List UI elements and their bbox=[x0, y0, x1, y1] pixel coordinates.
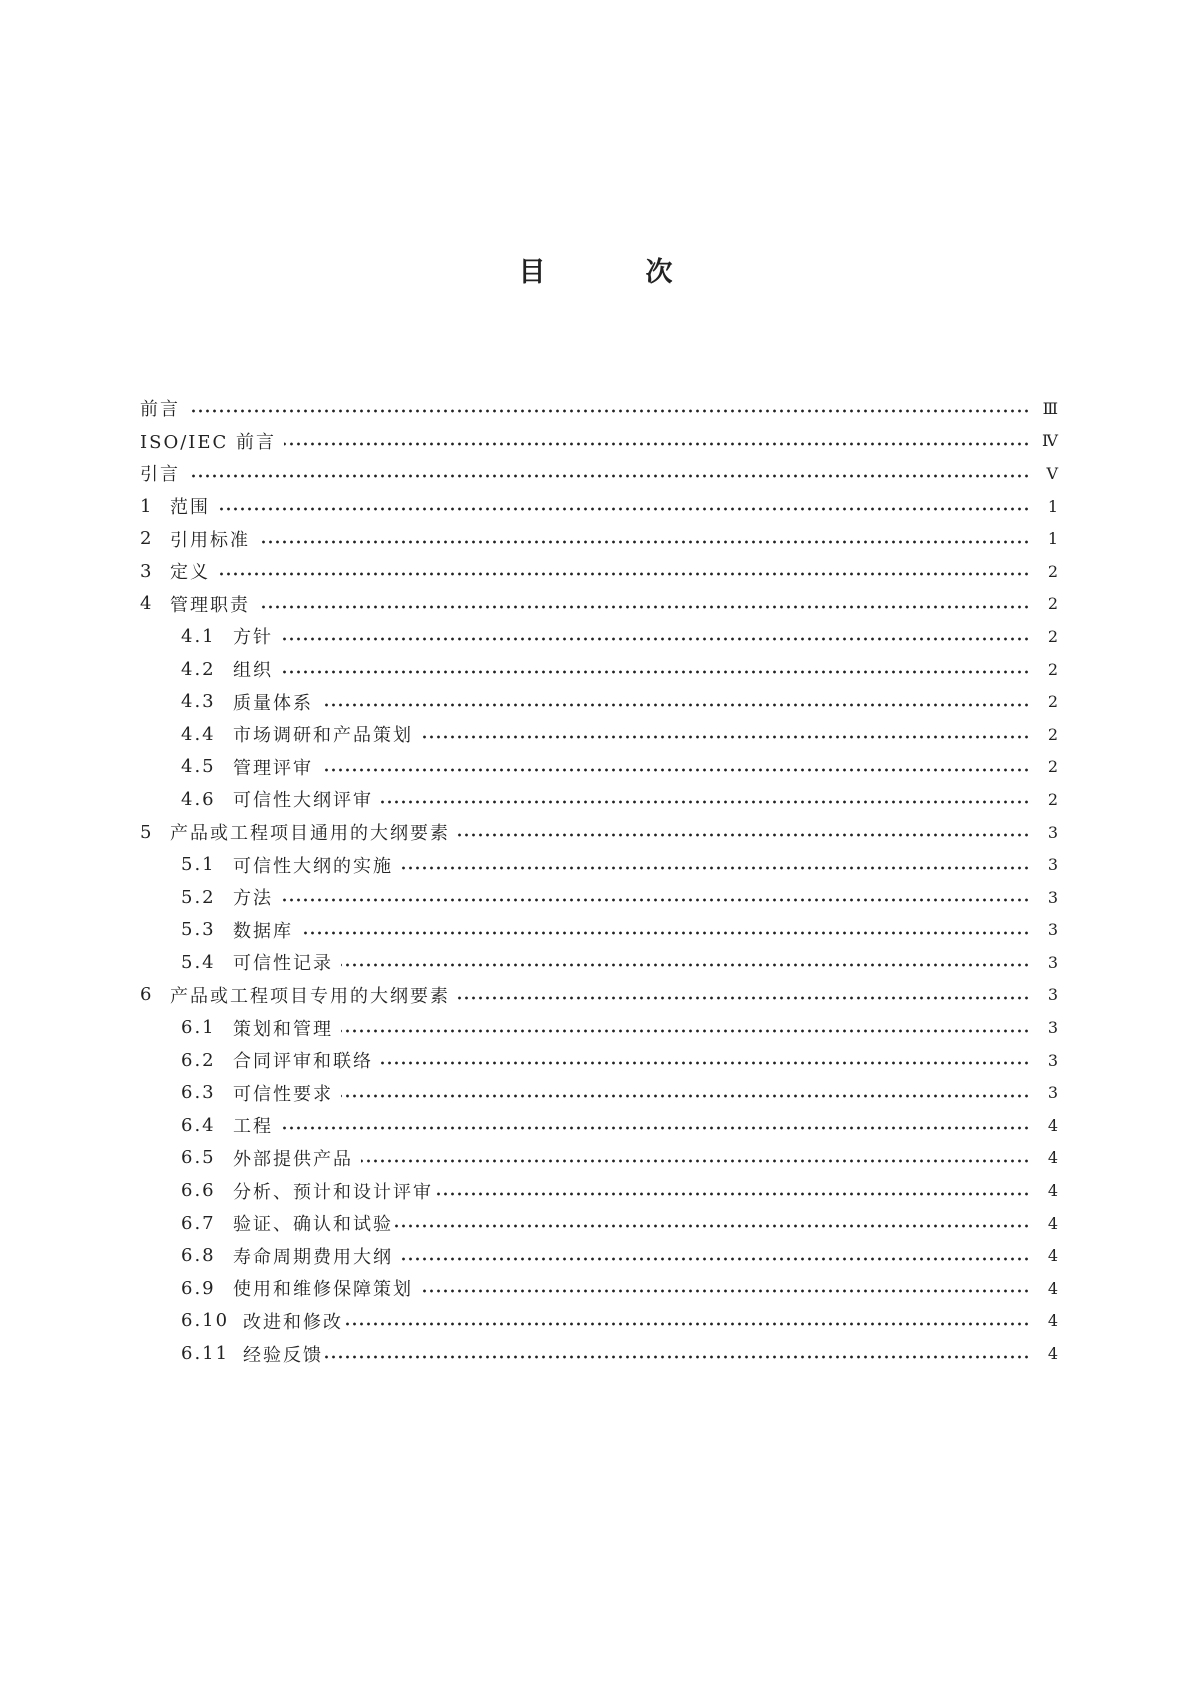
dot-leader bbox=[341, 962, 1030, 968]
toc-entry[interactable] bbox=[140, 1011, 1058, 1044]
toc-entry-title: 产品或工程项目通用的大纲要素 bbox=[170, 823, 450, 845]
toc-entry-title: 经验反馈 bbox=[243, 1344, 323, 1366]
toc-entry-number: 5.2 bbox=[181, 886, 216, 908]
dot-leader bbox=[421, 1288, 1030, 1294]
toc-entry-title: 范围 bbox=[170, 497, 210, 519]
toc-entry-number: 3 bbox=[140, 560, 154, 582]
dot-leader bbox=[281, 1125, 1030, 1131]
dot-leader bbox=[381, 799, 1030, 805]
toc-entry-page: 3 bbox=[1047, 1018, 1058, 1038]
dot-leader bbox=[341, 1028, 1030, 1034]
toc-entry-number: 6.3 bbox=[181, 1082, 216, 1104]
dot-leader bbox=[421, 734, 1030, 740]
toc-entry-page: 1 bbox=[1047, 496, 1058, 516]
toc-entry-number: 6.2 bbox=[181, 1049, 216, 1071]
toc-entry-title: 方针 bbox=[233, 627, 273, 649]
toc-entry[interactable] bbox=[140, 653, 1058, 686]
toc-entry-title: 使用和维修保障策划 bbox=[233, 1279, 413, 1301]
dot-leader bbox=[361, 1158, 1030, 1164]
toc-entry-number: 5.1 bbox=[181, 854, 216, 876]
toc-entry-number: 5 bbox=[140, 821, 154, 843]
dot-leader bbox=[343, 1321, 1030, 1327]
dot-leader bbox=[218, 571, 1030, 577]
toc-entry-page: 3 bbox=[1047, 887, 1058, 907]
table-of-contents bbox=[140, 392, 1058, 1370]
toc-entry-number: 4 bbox=[140, 593, 154, 615]
toc-entry[interactable] bbox=[140, 881, 1058, 914]
dot-leader bbox=[258, 539, 1030, 545]
toc-entry[interactable] bbox=[140, 1174, 1058, 1207]
toc-entry[interactable] bbox=[140, 1207, 1058, 1240]
toc-entry-title: 产品或工程项目专用的大纲要素 bbox=[170, 985, 450, 1007]
toc-entry-title: 引言 bbox=[140, 464, 180, 486]
title-char: 目 bbox=[518, 257, 546, 288]
toc-entry[interactable] bbox=[140, 718, 1058, 751]
toc-entry-title: 外部提供产品 bbox=[233, 1148, 353, 1170]
toc-entry-title: 方法 bbox=[233, 888, 273, 910]
toc-entry-page: 3 bbox=[1047, 1050, 1058, 1070]
toc-entry-number: 2 bbox=[140, 528, 154, 550]
toc-entry-title: 可信性大纲评审 bbox=[233, 790, 373, 812]
toc-entry-title: 管理评审 bbox=[233, 757, 313, 779]
toc-entry-page: 3 bbox=[1047, 920, 1058, 940]
toc-entry[interactable] bbox=[140, 946, 1058, 979]
toc-entry[interactable] bbox=[140, 1076, 1058, 1109]
toc-entry[interactable] bbox=[140, 1142, 1058, 1175]
toc-entry-number: 5.4 bbox=[181, 951, 216, 973]
dot-leader bbox=[258, 604, 1030, 610]
dot-leader bbox=[321, 767, 1030, 773]
toc-entry-title: 可信性记录 bbox=[233, 953, 333, 975]
toc-entry-number: 4.3 bbox=[181, 691, 216, 713]
toc-entry-number: 6.8 bbox=[181, 1245, 216, 1267]
toc-entry-page: 3 bbox=[1047, 1083, 1058, 1103]
toc-entry-title: 市场调研和产品策划 bbox=[233, 725, 413, 747]
toc-entry[interactable] bbox=[140, 1305, 1058, 1338]
toc-entry-number: 4.6 bbox=[181, 788, 216, 810]
toc-entry-title: 数据库 bbox=[233, 920, 293, 942]
toc-entry-title: 可信性要求 bbox=[233, 1083, 333, 1105]
toc-entry[interactable] bbox=[140, 425, 1058, 458]
toc-entry-title: 策划和管理 bbox=[233, 1018, 333, 1040]
toc-entry-page: 4 bbox=[1047, 1181, 1058, 1201]
toc-entry-page: 2 bbox=[1047, 692, 1058, 712]
toc-entry-title: 合同评审和联络 bbox=[233, 1051, 373, 1073]
toc-entry-page: 2 bbox=[1047, 594, 1058, 614]
toc-entry-page: 4 bbox=[1047, 1311, 1058, 1331]
toc-entry-page: 2 bbox=[1047, 789, 1058, 809]
toc-entry-number: 6.7 bbox=[181, 1212, 216, 1234]
toc-entry-page: 4 bbox=[1047, 1344, 1058, 1364]
toc-entry-number: 4.5 bbox=[181, 756, 216, 778]
dot-leader bbox=[341, 1093, 1030, 1099]
toc-entry-title: 前言 bbox=[140, 399, 180, 421]
toc-entry-title: 改进和修改 bbox=[243, 1311, 343, 1333]
dot-leader bbox=[458, 995, 1030, 1001]
toc-entry-page: 3 bbox=[1047, 985, 1058, 1005]
toc-entry[interactable] bbox=[140, 457, 1058, 490]
toc-entry[interactable] bbox=[140, 1239, 1058, 1272]
toc-entry-page: 2 bbox=[1047, 626, 1058, 646]
toc-entry-title: 可信性大纲的实施 bbox=[233, 855, 393, 877]
toc-entry[interactable] bbox=[140, 392, 1058, 425]
dot-leader bbox=[401, 1256, 1030, 1262]
dot-leader bbox=[458, 832, 1030, 838]
toc-entry[interactable] bbox=[140, 979, 1058, 1012]
toc-entry-page: 3 bbox=[1047, 952, 1058, 972]
toc-entry[interactable] bbox=[140, 522, 1058, 555]
dot-leader bbox=[281, 636, 1030, 642]
toc-entry[interactable] bbox=[140, 1044, 1058, 1077]
toc-entry-page: 4 bbox=[1047, 1246, 1058, 1266]
toc-entry-number: 4.1 bbox=[181, 625, 216, 647]
toc-entry-number: 4.2 bbox=[181, 658, 216, 680]
toc-entry-page: 2 bbox=[1047, 724, 1058, 744]
toc-entry-number: 6.4 bbox=[181, 1114, 216, 1136]
dot-leader bbox=[433, 1191, 1030, 1197]
toc-entry[interactable] bbox=[140, 1337, 1058, 1370]
toc-entry-number: 6 bbox=[140, 984, 154, 1006]
toc-entry-number: 6.1 bbox=[181, 1017, 216, 1039]
toc-entry-number: 5.3 bbox=[181, 919, 216, 941]
toc-entry-page: Ⅳ bbox=[1042, 431, 1058, 451]
toc-entry-page: 3 bbox=[1047, 855, 1058, 875]
toc-entry-number: 1 bbox=[140, 495, 154, 517]
toc-entry-title: 组织 bbox=[233, 660, 273, 682]
toc-entry-page: Ⅴ bbox=[1046, 463, 1058, 483]
toc-entry[interactable] bbox=[140, 588, 1058, 621]
toc-entry-number: 6.9 bbox=[181, 1277, 216, 1299]
toc-entry[interactable] bbox=[140, 620, 1058, 653]
toc-entry-title: 工程 bbox=[233, 1116, 273, 1138]
toc-entry-number: 6.6 bbox=[181, 1180, 216, 1202]
toc-entry-title: 引用标准 bbox=[170, 529, 250, 551]
dot-leader bbox=[381, 1060, 1030, 1066]
dot-leader bbox=[393, 1223, 1030, 1229]
toc-entry-page: Ⅲ bbox=[1042, 398, 1058, 418]
toc-entry[interactable] bbox=[140, 816, 1058, 849]
dot-leader bbox=[281, 669, 1030, 675]
toc-entry[interactable] bbox=[140, 751, 1058, 784]
toc-entry-title: 分析、预计和设计评审 bbox=[233, 1181, 433, 1203]
toc-entry-page: 2 bbox=[1047, 561, 1058, 581]
toc-entry-page: 1 bbox=[1047, 529, 1058, 549]
dot-leader bbox=[321, 702, 1030, 708]
toc-entry-page: 2 bbox=[1047, 659, 1058, 679]
toc-entry-number: 6.5 bbox=[181, 1147, 216, 1169]
toc-entry-title: 验证、确认和试验 bbox=[233, 1214, 393, 1236]
toc-entry[interactable] bbox=[140, 783, 1058, 816]
dot-leader bbox=[281, 897, 1030, 903]
dot-leader bbox=[188, 408, 1030, 414]
toc-entry[interactable] bbox=[140, 490, 1058, 523]
toc-entry[interactable] bbox=[140, 685, 1058, 718]
toc-entry-title: 寿命周期费用大纲 bbox=[233, 1246, 393, 1268]
toc-entry-title: 管理职责 bbox=[170, 594, 250, 616]
dot-leader bbox=[218, 506, 1030, 512]
toc-entry[interactable] bbox=[140, 1272, 1058, 1305]
toc-entry-page: 2 bbox=[1047, 757, 1058, 777]
toc-entry[interactable] bbox=[140, 1109, 1058, 1142]
toc-entry[interactable] bbox=[140, 914, 1058, 947]
toc-entry-title: ISO/IEC 前言 bbox=[140, 431, 277, 453]
toc-entry-title: 质量体系 bbox=[233, 692, 313, 714]
page-title bbox=[0, 250, 1191, 289]
toc-entry-number: 6.11 bbox=[181, 1343, 230, 1365]
dot-leader bbox=[323, 1354, 1030, 1360]
title-char: 次 bbox=[645, 257, 673, 288]
toc-entry-page: 3 bbox=[1047, 822, 1058, 842]
dot-leader bbox=[401, 865, 1030, 871]
toc-entry[interactable] bbox=[140, 848, 1058, 881]
dot-leader bbox=[188, 473, 1030, 479]
dot-leader bbox=[284, 441, 1030, 447]
toc-entry-page: 4 bbox=[1047, 1278, 1058, 1298]
toc-entry[interactable] bbox=[140, 555, 1058, 588]
toc-entry-number: 6.10 bbox=[181, 1310, 230, 1332]
toc-entry-number: 4.4 bbox=[181, 723, 216, 745]
toc-entry-page: 4 bbox=[1047, 1213, 1058, 1233]
toc-entry-page: 4 bbox=[1047, 1115, 1058, 1135]
toc-entry-title: 定义 bbox=[170, 562, 210, 584]
dot-leader bbox=[301, 930, 1030, 936]
toc-entry-page: 4 bbox=[1047, 1148, 1058, 1168]
